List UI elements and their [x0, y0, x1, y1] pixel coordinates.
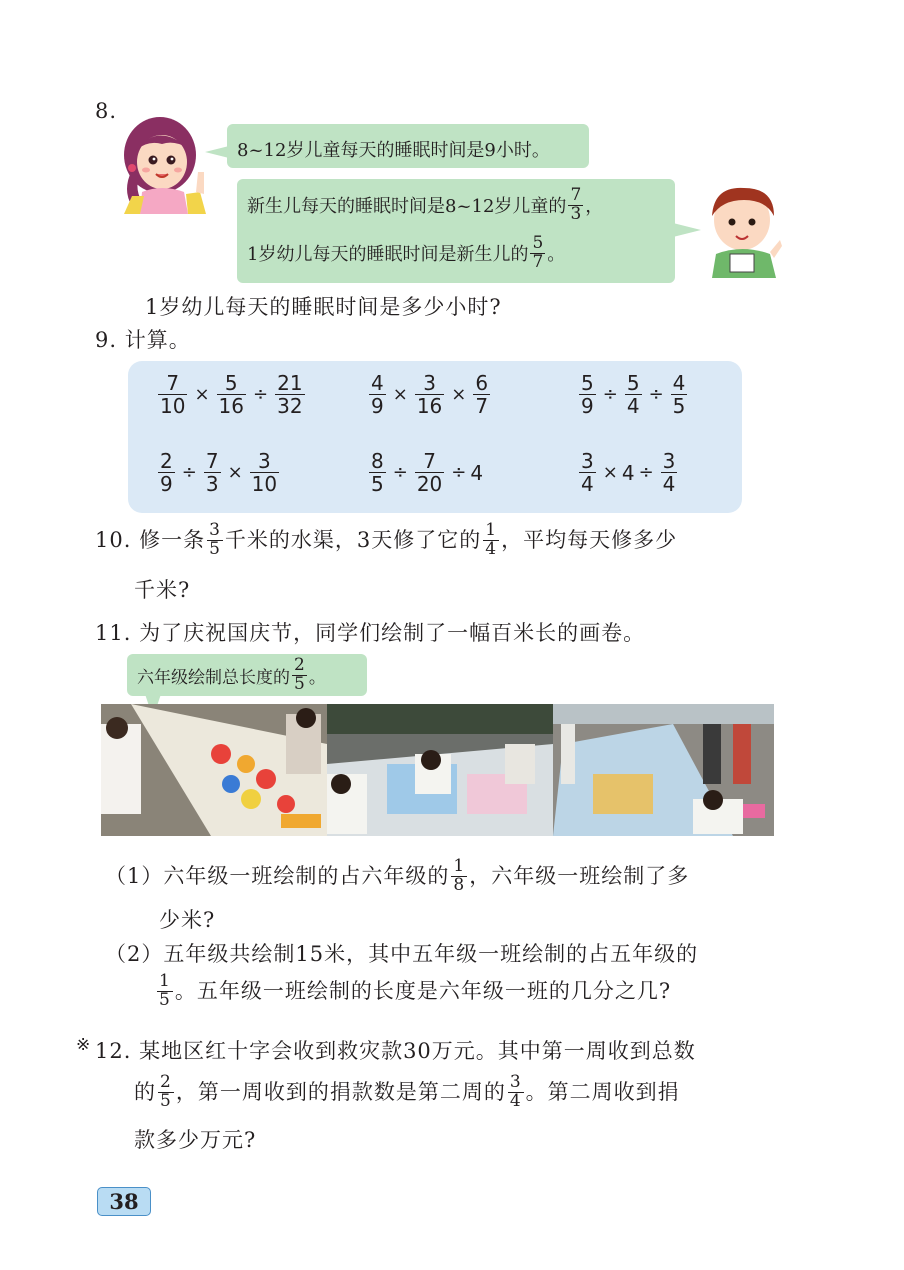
fraction-3-4-q12: $\frac{3}{4}$ — [509, 1072, 522, 1111]
girl-speech-bubble — [227, 124, 589, 168]
operator: × — [392, 384, 408, 406]
expr5-a-fraction: $\frac{8}{5}$ — [371, 449, 384, 497]
q11-sub2-line2: $\frac{1}{5}$ 。五年级一班绘制的长度是六年级一班的几分之几? — [159, 971, 672, 1010]
expr2-c-fraction: $\frac{6}{7}$ — [475, 371, 489, 419]
expr3-a-fraction: $\frac{5}{9}$ — [581, 371, 594, 419]
operator: × — [451, 384, 467, 406]
q11-speech-bubble — [127, 654, 367, 696]
calc-expression-1 — [155, 372, 308, 418]
expr4-c-fraction: $\frac{3}{10}$ — [251, 449, 278, 497]
q11-sub2-line1: （2）五年级共绘制15米，其中五年级一班绘制的占五年级的 — [105, 942, 699, 966]
painting-photo-3 — [553, 704, 774, 836]
optional-mark: ※ — [76, 1035, 91, 1055]
bubble2-line2: 1岁幼儿每天的睡眠时间是新生儿的 $\frac{5}{7}$ 。 — [247, 233, 566, 272]
expr5-c-number: 4 — [470, 460, 484, 485]
bubble2-line1-text: 新生儿每天的睡眠时间是8~12岁儿童的 — [247, 196, 567, 218]
girl-illustration — [118, 110, 212, 214]
expr6-a-fraction: $\frac{3}{4}$ — [581, 449, 594, 497]
fraction-2-5: $\frac{2}{5}$ — [294, 655, 305, 694]
operator: ÷ — [638, 462, 654, 484]
expr6-b-number: 4 — [621, 460, 635, 485]
fraction-1-4: $\frac{1}{4}$ — [485, 520, 498, 559]
fraction-1-5: $\frac{1}{5}$ — [159, 971, 171, 1010]
operator: ÷ — [648, 384, 664, 406]
expr1-a-fraction: $\frac{7}{10}$ — [160, 371, 186, 419]
expr1-c-fraction: $\frac{21}{32}$ — [277, 371, 303, 419]
q10-line2: 千米? — [134, 578, 191, 602]
q10-line1 — [95, 522, 677, 559]
calc-expression-5 — [366, 450, 483, 496]
expr3-b-fraction: $\frac{5}{4}$ — [626, 371, 640, 419]
fraction-2-5-q12: $\frac{2}{5}$ — [160, 1072, 172, 1111]
painting-photo-2 — [327, 704, 553, 836]
operator: ÷ — [451, 462, 467, 484]
calc-expression-3 — [576, 372, 690, 418]
painting-photo-1 — [101, 704, 327, 836]
calc-expression-4 — [155, 450, 282, 496]
q12-line2: 的 $\frac{2}{5}$ ，第一周收到的捐款数是第二周的 $\frac{3}{4}$ 。第二周收到捐 — [134, 1072, 680, 1111]
fraction-3-5: $\frac{3}{5}$ — [209, 520, 221, 559]
operator: × — [602, 462, 618, 484]
bubble2-line2-text: 1岁幼儿每天的睡眠时间是新生儿的 — [247, 244, 529, 266]
expr4-b-fraction: $\frac{7}{3}$ — [205, 449, 219, 497]
operator: ÷ — [602, 384, 618, 406]
page-number: 38 — [97, 1187, 151, 1216]
q11-sub1-line2: 少米? — [159, 908, 216, 932]
q11-bubble-text: 六年级绘制总长度的 $\frac{2}{5}$ 。 — [137, 655, 326, 694]
q11-line1: 11. 为了庆祝国庆节，同学们绘制了一幅百米长的画卷。 — [95, 621, 646, 645]
q8-number: 8. — [95, 99, 118, 123]
operator: × — [227, 462, 243, 484]
fraction-5-7: $\frac{5}{7}$ — [532, 233, 544, 272]
operator: × — [194, 384, 210, 406]
q10-text-post: ，平均每天修多少 — [501, 527, 678, 552]
expr1-b-fraction: $\frac{5}{16}$ — [218, 371, 244, 419]
q11-sub1-line1: （1）六年级一班绘制的占六年级的 $\frac{1}{8}$ ，六年级一班绘制了多 — [105, 856, 690, 895]
fraction-7-3: $\frac{7}{3}$ — [570, 185, 582, 224]
expr2-b-fraction: $\frac{3}{16}$ — [416, 371, 443, 419]
calc-expression-2 — [366, 372, 493, 418]
expr2-a-fraction: $\frac{4}{9}$ — [371, 371, 384, 419]
q10-text-pre: 10. 修一条 — [95, 527, 206, 552]
expr3-c-fraction: $\frac{4}{5}$ — [672, 371, 686, 419]
q9-label: 9. 计算。 — [95, 328, 191, 352]
expr5-b-fraction: $\frac{7}{20}$ — [416, 449, 443, 497]
operator: ÷ — [392, 462, 408, 484]
expr6-c-fraction: $\frac{3}{4}$ — [662, 449, 676, 497]
boy-speech-bubble — [237, 179, 675, 283]
bubble2-line1: 新生儿每天的睡眠时间是8~12岁儿童的 $\frac{7}{3}$ ， — [247, 185, 604, 224]
operator: ÷ — [181, 462, 197, 484]
bubble1-text: 8~12岁儿童每天的睡眠时间是9小时。 — [237, 140, 550, 161]
q8-question: 1岁幼儿每天的睡眠时间是多少小时? — [145, 295, 502, 319]
fraction-1-8: $\frac{1}{8}$ — [453, 856, 466, 895]
boy-illustration — [704, 182, 782, 278]
operator: ÷ — [253, 384, 269, 406]
q12-line1: 12. 某地区红十字会收到救灾款30万元。其中第一周收到总数 — [95, 1039, 696, 1063]
calc-expression-6 — [576, 450, 680, 496]
expr4-a-fraction: $\frac{2}{9}$ — [160, 449, 173, 497]
q12-line3: 款多少万元? — [134, 1128, 257, 1152]
q10-text-mid: 千米的水渠，3天修了它的 — [224, 527, 482, 552]
